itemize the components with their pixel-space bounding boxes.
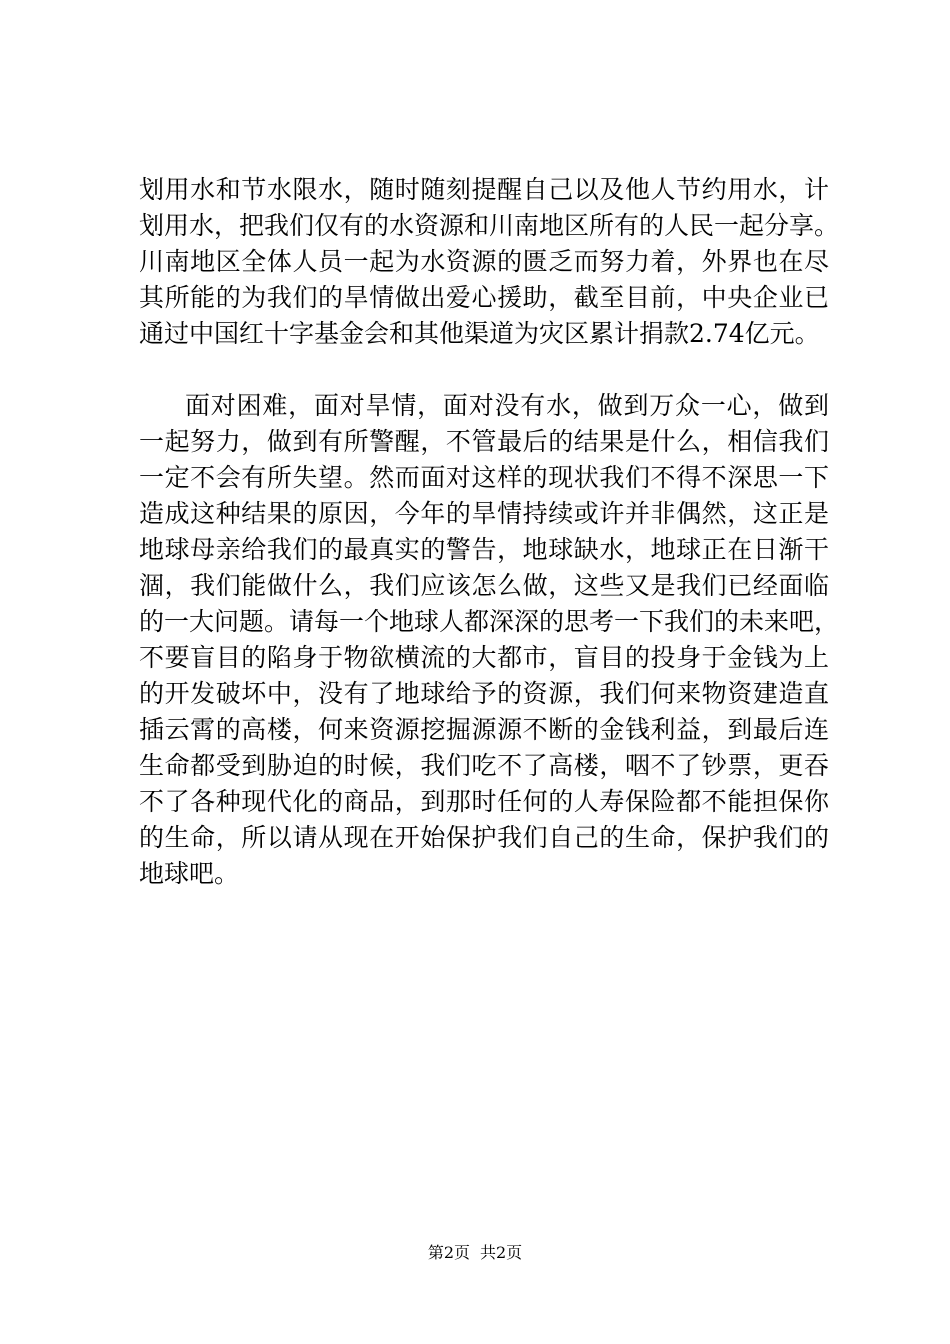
text-line: 划用水，把我们仅有的水资源和川南地区所有的人民一起分享。 [139,211,840,240]
text-line: 地球吧。 [139,859,240,888]
text-line: 川南地区全体人员一起为水资源的匮乏而努力着，外界也在尽 [139,247,829,276]
paragraph-1 [139,172,840,352]
text-line: 涸，我们能做什么，我们应该怎么做，这些又是我们已经面临 [139,571,829,600]
text-line: 生命都受到胁迫的时候，我们吃不了高楼，咽不了钞票，更吞 [139,751,829,780]
text-line: 不要盲目的陷身于物欲横流的大都市，盲目的投身于金钱为上 [139,643,829,672]
text-line: 不了各种现代化的商品，到那时任何的人寿保险都不能担保你 [139,787,829,816]
text-line: 的一大问题。请每一个地球人都深深的思考一下我们的未来吧， [139,607,840,636]
text-line: 的开发破坏中，没有了地球给予的资源，我们何来物资建造直 [139,679,829,708]
page-footer [0,1243,950,1263]
text-line: 一定不会有所失望。然而面对这样的现状我们不得不深思一下 [139,463,829,492]
paragraph-2 [139,388,840,892]
page-number-total: 共2页 [480,1243,523,1262]
text-line: 地球母亲给我们的最真实的警告，地球缺水，地球正在日渐干 [139,535,829,564]
page-number-current: 第2页 [427,1243,470,1262]
paragraph-spacer [139,352,829,388]
text-line: 通过中国红十字基金会和其他渠道为灾区累计捐款2.74亿元。 [139,319,820,348]
text-line: 划用水和节水限水，随时随刻提醒自己以及他人节约用水，计 [139,175,829,204]
text-line: 一起努力，做到有所警醒，不管最后的结果是什么，相信我们 [139,427,829,456]
text-line: 其所能的为我们的旱情做出爱心援助，截至目前，中央企业已 [139,283,829,312]
text-line: 插云霄的高楼，何来资源挖掘源源不断的金钱利益，到最后连 [139,715,829,744]
text-line: 面对困难，面对旱情，面对没有水，做到万众一心，做到 [185,391,829,420]
text-line: 造成这种结果的原因，今年的旱情持续或许并非偶然，这正是 [139,499,829,528]
text-line: 的生命，所以请从现在开始保护我们自己的生命，保护我们的 [139,823,829,852]
document-body [139,172,840,892]
